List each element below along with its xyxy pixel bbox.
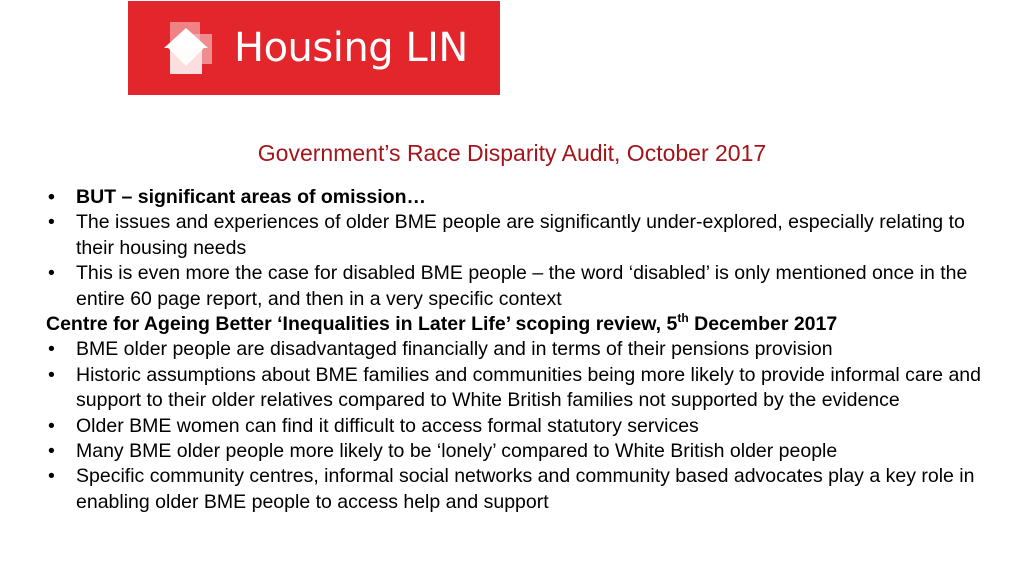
heading-text-end: December 2017	[688, 313, 838, 336]
list-item: • This is even more the case for disabled BME people – the word ‘disabled’ is only mentioned once in the entire 60 page report, and then in a very specific context	[46, 261, 986, 312]
section2-list	[46, 337, 986, 515]
section1-list	[46, 185, 986, 312]
content-body	[46, 185, 986, 515]
list-item: • Specific community centres, informal social networks and community based advocates play a key role in enabling older BME people to access help and support	[46, 464, 986, 515]
house-diamond-icon	[160, 18, 216, 78]
page-title: Government’s Race Disparity Audit, October 2017	[257, 140, 767, 166]
logo-text: Housing LIN	[234, 25, 468, 71]
list-item: • The issues and experiences of older BME people are significantly under-explored, especially relating to their housing needs	[46, 210, 986, 261]
list-item: • Historic assumptions about BME families and communities being more likely to provide informal care and support to their older relatives compared to White British families not supported by the evidence	[46, 363, 986, 414]
housing-lin-logo	[128, 1, 500, 95]
list-item: • BUT – significant areas of omission…	[46, 185, 986, 210]
list-item: • Older BME women can find it difficult to access formal statutory services	[46, 414, 986, 439]
section2-heading	[46, 312, 986, 337]
heading-superscript: th	[677, 310, 689, 325]
list-item: • Many BME older people more likely to be ‘lonely’ compared to White British older people	[46, 439, 986, 464]
list-item: • BME older people are disadvantaged financially and in terms of their pensions provision	[46, 337, 986, 362]
heading-text: Centre for Ageing Better ‘Inequalities in Later Life’ scoping review, 5	[46, 313, 678, 336]
